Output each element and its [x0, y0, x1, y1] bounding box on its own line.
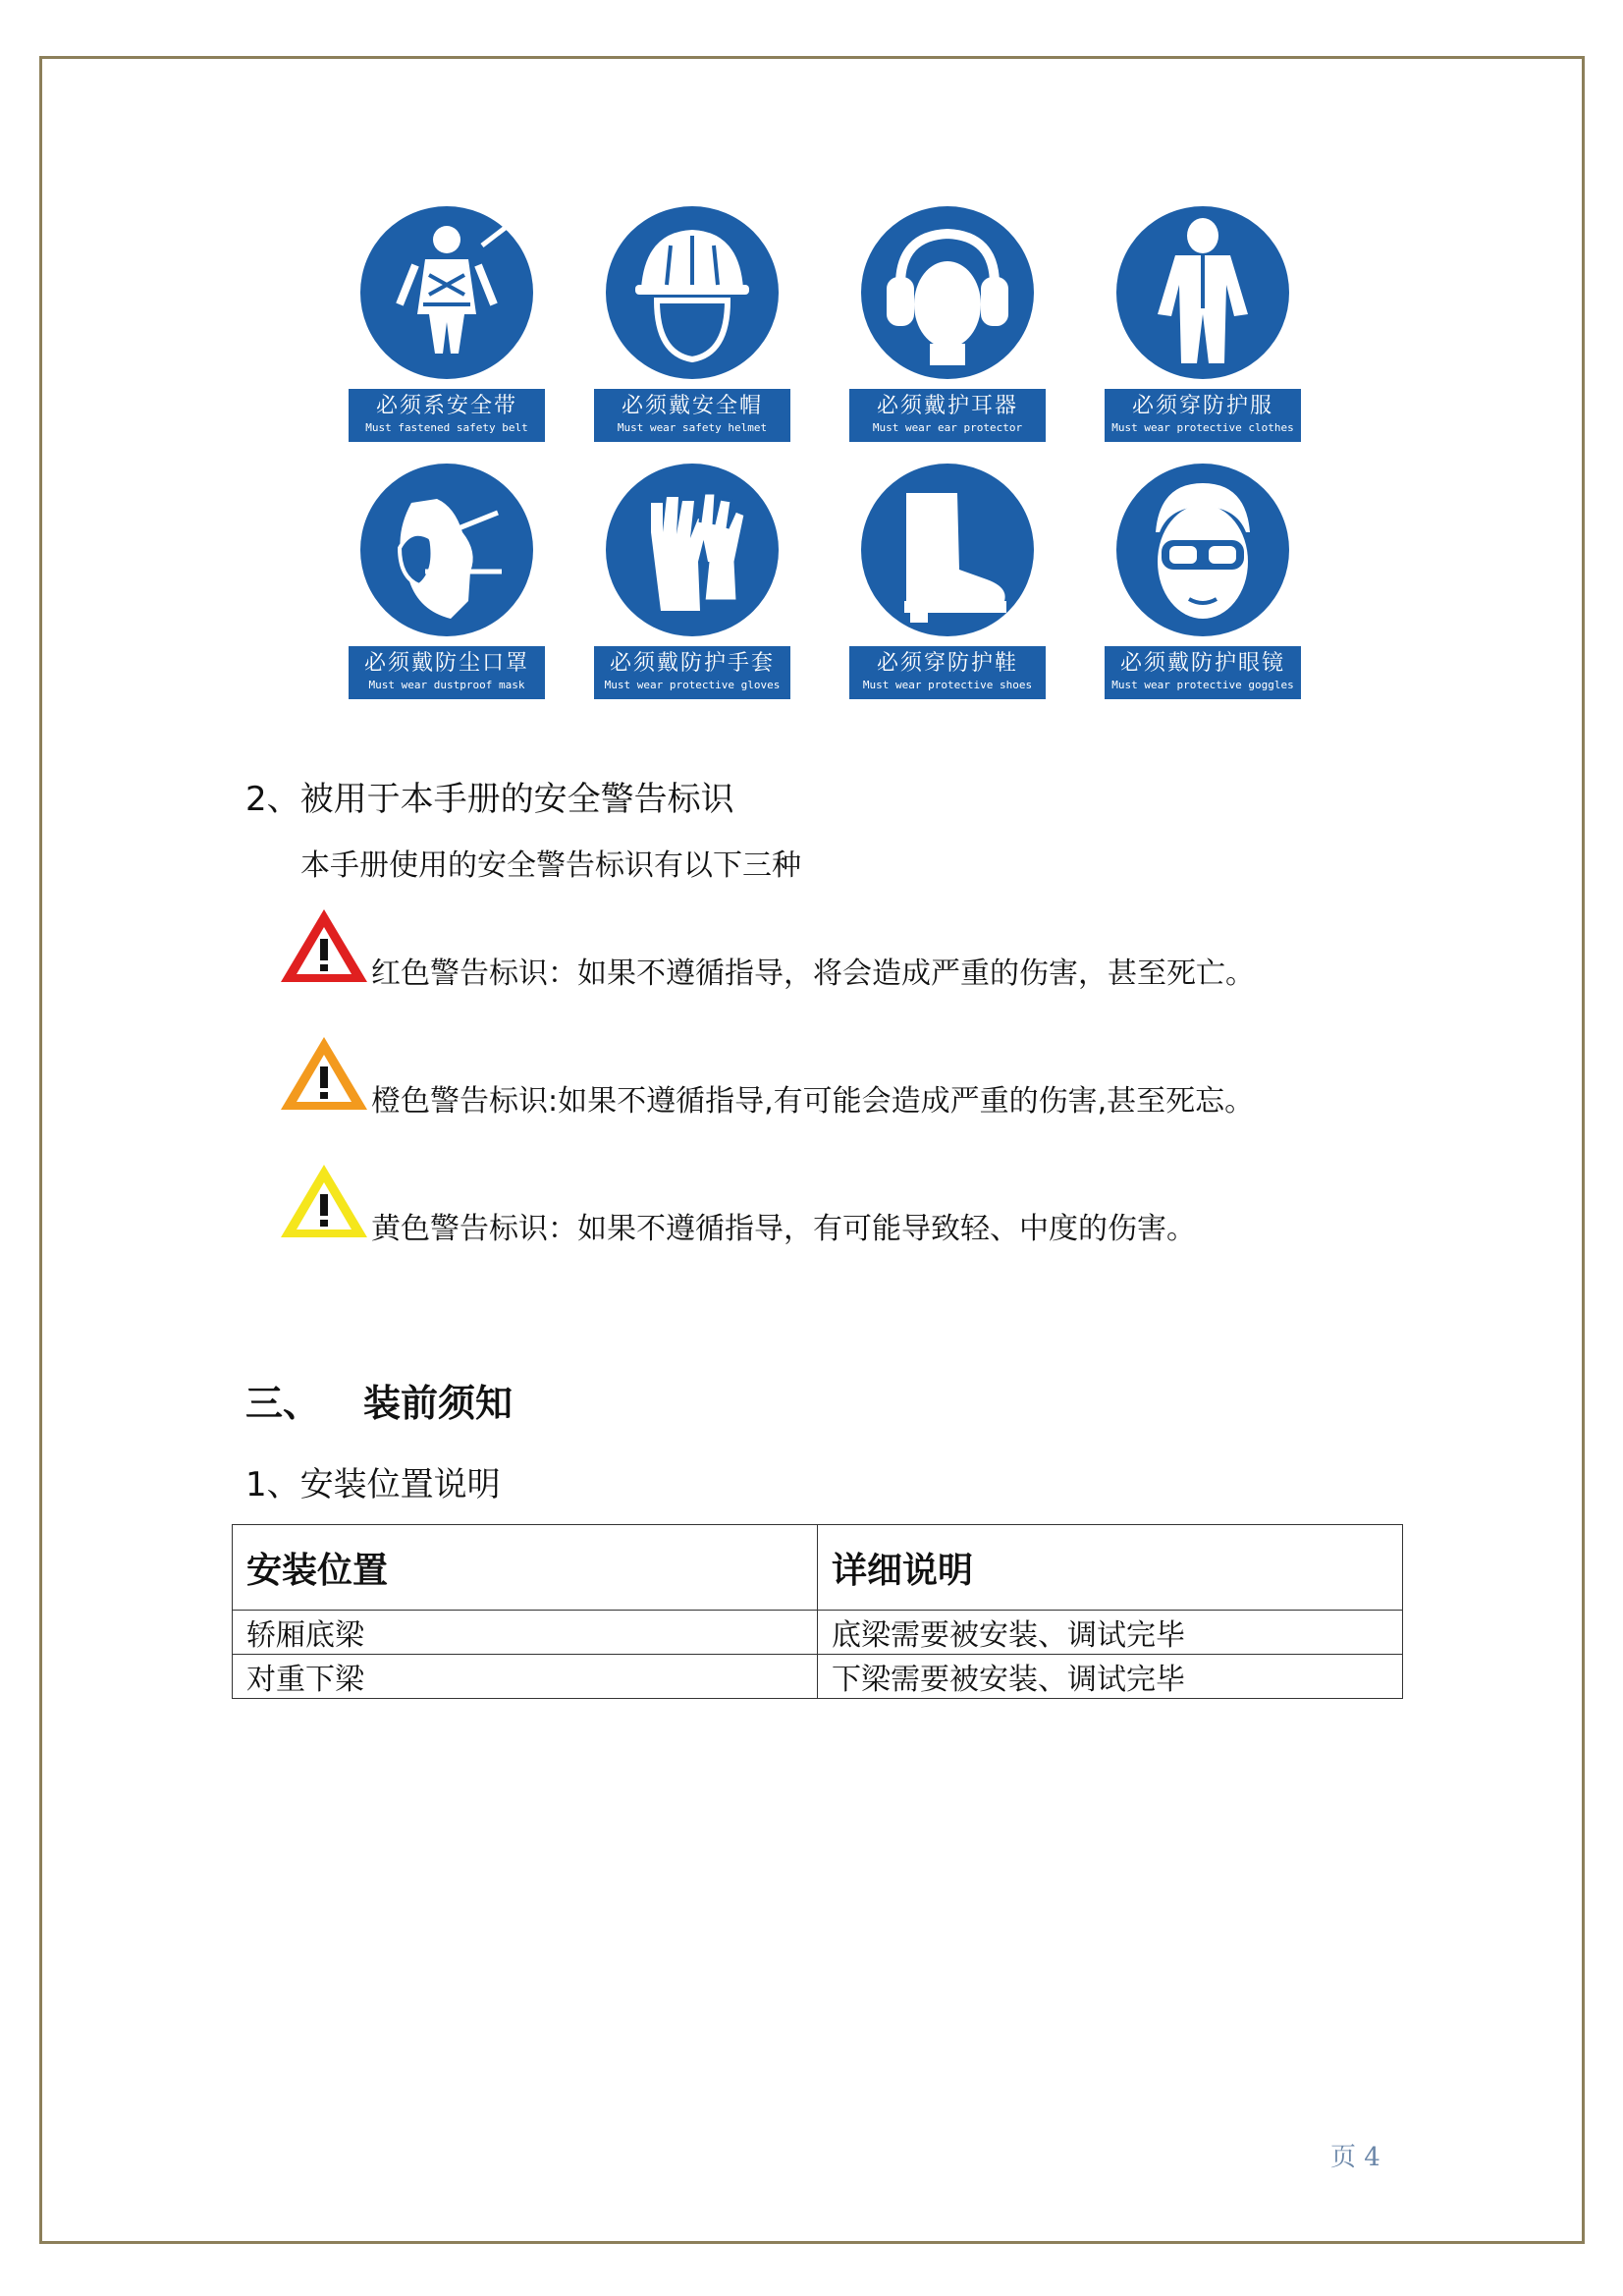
sign-subtitle: Must wear dustproof mask	[368, 679, 525, 691]
table-header-cell: 详细说明	[818, 1525, 1403, 1611]
orange-warning-icon	[277, 1031, 371, 1114]
table-cell: 轿厢底梁	[233, 1611, 818, 1655]
section-number: 三、	[245, 1382, 321, 1425]
sign-safety-helmet	[594, 206, 790, 447]
sign-subtitle: Must wear ear protector	[872, 421, 1023, 434]
sign-title: 必须戴安全帽	[621, 394, 763, 418]
sign-protective-goggles	[1105, 464, 1301, 704]
subsection-heading: 1、安装位置说明	[245, 1465, 501, 1504]
red-warning-text: 红色警告标识：如果不遵循指导，将会造成严重的伤害，甚至死亡。	[371, 957, 1255, 991]
sign-subtitle: Must wear protective goggles	[1111, 679, 1294, 691]
sign-title: 必须穿防护服	[1131, 394, 1273, 418]
section-heading: 2、被用于本手册的安全警告标识	[245, 780, 734, 819]
sign-title: 必须戴防尘口罩	[363, 651, 529, 676]
installation-position-table	[232, 1524, 1403, 1699]
section-intro: 本手册使用的安全警告标识有以下三种	[300, 848, 801, 883]
sign-subtitle: Must wear safety helmet	[617, 421, 768, 434]
sign-subtitle: Must wear protective gloves	[604, 679, 781, 691]
table-header-row	[233, 1525, 1403, 1611]
table-cell: 对重下梁	[233, 1655, 818, 1699]
table-header-cell: 安装位置	[233, 1525, 818, 1611]
sign-title: 必须系安全带	[375, 394, 517, 418]
ear-protector-icon	[861, 206, 1034, 379]
dust-mask-icon	[360, 464, 533, 636]
sign-dust-mask	[349, 464, 545, 704]
protective-shoes-icon	[861, 464, 1034, 636]
sign-ear-protector	[849, 206, 1046, 447]
protective-goggles-icon	[1116, 464, 1289, 636]
page-number: 页 4	[1330, 2143, 1380, 2172]
sign-protective-shoes	[849, 464, 1046, 704]
table-row	[233, 1611, 1403, 1655]
protective-gloves-icon	[606, 464, 779, 636]
mandatory-signs-grid	[349, 206, 1330, 707]
table-row	[233, 1655, 1403, 1699]
sign-title: 必须戴护耳器	[876, 394, 1018, 418]
table-cell: 下梁需要被安装、调试完毕	[818, 1655, 1403, 1699]
sign-title: 必须戴防护眼镜	[1119, 651, 1285, 676]
sign-subtitle: Must wear protective shoes	[862, 679, 1033, 691]
yellow-warning-text: 黄色警告标识：如果不遵循指导，有可能导致轻、中度的伤害。	[371, 1212, 1196, 1246]
orange-warning-text: 橙色警告标识:如果不遵循指导,有可能会造成严重的伤害,甚至死忘。	[371, 1084, 1255, 1119]
safety-helmet-icon	[606, 206, 779, 379]
table-cell: 底梁需要被安装、调试完毕	[818, 1611, 1403, 1655]
yellow-warning-icon	[277, 1159, 371, 1241]
sign-subtitle: Must fastened safety belt	[365, 421, 528, 434]
sign-protective-clothes	[1105, 206, 1301, 447]
safety-belt-icon	[360, 206, 533, 379]
sign-protective-gloves	[594, 464, 790, 704]
sign-safety-belt	[349, 206, 545, 447]
sign-title: 必须穿防护鞋	[876, 651, 1018, 676]
section-title: 装前须知	[363, 1382, 514, 1425]
red-warning-icon	[277, 903, 371, 986]
protective-clothes-icon	[1116, 206, 1289, 379]
sign-subtitle: Must wear protective clothes	[1111, 421, 1294, 434]
sign-title: 必须戴防护手套	[609, 651, 775, 676]
